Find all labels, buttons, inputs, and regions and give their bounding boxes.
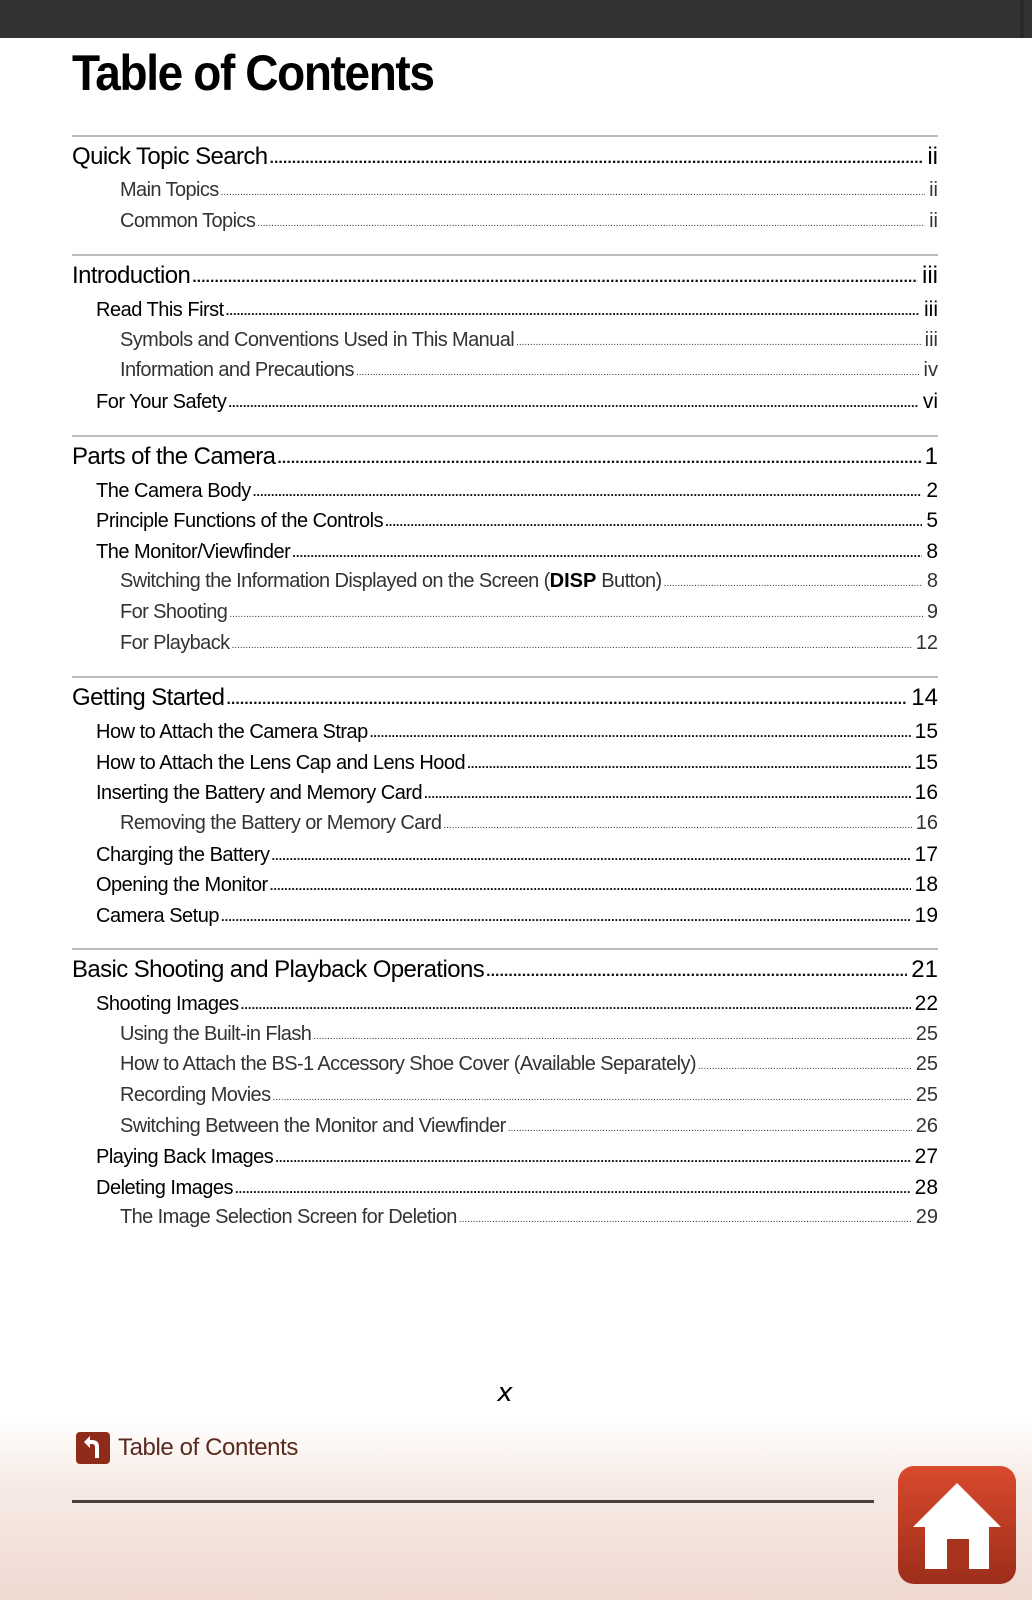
leader-dots — [443, 820, 911, 831]
toc-entry-page: 2 — [926, 478, 938, 502]
toc-entry-label: Principle Functions of the Controls — [96, 510, 384, 533]
toc-entry-label: Common Topics — [120, 209, 256, 232]
toc-entry-label: How to Attach the Camera Strap — [96, 721, 368, 744]
toc-entry-page: 28 — [914, 1175, 938, 1199]
toc-entry[interactable] — [72, 684, 938, 720]
toc-entry-page: 19 — [914, 903, 938, 927]
toc-entry-label: Inserting the Battery and Memory Card — [96, 782, 423, 805]
toc-entry-page: 25 — [915, 1084, 938, 1107]
toc-entry[interactable] — [72, 956, 938, 992]
toc-entry[interactable] — [72, 904, 938, 935]
toc-entry-label: Playing Back Images — [96, 1146, 274, 1169]
table-of-contents-link-label: Table of Contents — [118, 1434, 298, 1461]
leader-dots — [221, 187, 925, 198]
toc-entry-page: 26 — [915, 1114, 938, 1137]
toc-entry[interactable] — [72, 298, 938, 329]
toc-entry-label: Using the Built-in Flash — [120, 1022, 312, 1045]
leader-dots — [232, 640, 912, 651]
toc-entry[interactable] — [72, 992, 938, 1023]
toc-entry-page: 5 — [926, 509, 938, 533]
toc-section-introduction — [72, 254, 938, 434]
toc-section-parts-of-the-camera — [72, 435, 938, 677]
toc-entry-page: 29 — [915, 1206, 938, 1229]
toc-entry-label: Quick Topic Search — [72, 143, 268, 170]
toc-entry[interactable] — [72, 210, 938, 241]
toc-entry-label: Information and Precautions — [120, 359, 354, 382]
toc-entry-label-before: Switching the Information Displayed on the Screen ( — [120, 570, 550, 593]
leader-dots — [271, 848, 910, 863]
toc-entry[interactable] — [72, 720, 938, 751]
toc-section-quick-topic-search — [72, 135, 938, 254]
toc-entry-label: How to Attach the BS-1 Accessory Shoe Cover (Available Separately) — [120, 1053, 696, 1076]
toc-entry[interactable] — [72, 751, 938, 782]
toc-entry-label: Symbols and Conventions Used in This Manual — [120, 328, 515, 351]
leader-dots — [235, 1181, 911, 1196]
leader-dots — [292, 545, 922, 560]
page-number: x — [497, 1378, 513, 1408]
toc-entry-label: Switching Between the Monitor and Viewfinder — [120, 1114, 506, 1137]
toc-entry-page: 16 — [915, 811, 938, 834]
toc-entry-label: For Playback — [120, 631, 230, 654]
footer-divider — [72, 1500, 874, 1503]
toc-entry-page: iii — [924, 298, 938, 322]
toc-entry-label: Charging the Battery — [96, 843, 270, 866]
home-icon — [909, 1477, 1005, 1573]
leader-dots — [275, 1150, 910, 1165]
toc-entry-page: 15 — [914, 720, 938, 744]
toc-entry[interactable] — [72, 601, 938, 632]
toc-entry[interactable] — [72, 143, 938, 179]
toc-entry-page: 22 — [914, 992, 938, 1016]
toc-entry-page: 17 — [914, 842, 938, 866]
toc-section-getting-started — [72, 676, 938, 948]
toc-entry-page: iv — [923, 359, 938, 382]
toc-entry-page: 1 — [924, 442, 938, 470]
toc-entry-label-after: Button) — [596, 570, 662, 593]
toc-entry-page: 8 — [926, 570, 938, 593]
toc-entry-label — [120, 570, 662, 593]
top-bar — [0, 0, 1032, 38]
toc-entry-page: 18 — [914, 873, 938, 897]
leader-dots — [467, 756, 910, 771]
toc-entry[interactable] — [72, 1115, 938, 1146]
leader-dots — [486, 963, 907, 981]
toc-entry[interactable] — [72, 632, 938, 663]
toc-section-basic-shooting-playback — [72, 948, 938, 1251]
toc-entry-page: vi — [922, 389, 938, 413]
toc-entry[interactable] — [72, 1145, 938, 1176]
toc-entry-page: 25 — [915, 1022, 938, 1045]
leader-dots — [272, 1092, 911, 1103]
toc-entry-page: 8 — [926, 539, 938, 563]
disp-button-glyph: DISP — [549, 570, 597, 593]
leader-dots — [664, 578, 923, 589]
toc-entry-label: For Shooting — [120, 600, 228, 623]
toc-entry-page: ii — [929, 179, 938, 201]
toc-entry-page: iii — [924, 328, 938, 351]
toc-entry[interactable] — [72, 1023, 938, 1054]
toc-entry-page: 16 — [914, 781, 938, 805]
toc-entry-label: Recording Movies — [120, 1084, 271, 1107]
toc-entry-label: Main Topics — [120, 179, 219, 201]
toc-entry-label: Parts of the Camera — [72, 442, 276, 470]
toc-entry[interactable] — [72, 329, 938, 360]
toc-entry-page: 12 — [915, 631, 938, 654]
toc-entry-label: The Image Selection Screen for Deletion — [120, 1206, 457, 1229]
leader-dots — [270, 878, 911, 893]
table-of-contents — [72, 135, 938, 1251]
table-of-contents-link[interactable] — [76, 1432, 298, 1464]
leader-dots — [277, 450, 920, 468]
toc-entry-page: 27 — [914, 1145, 938, 1169]
leader-dots — [424, 786, 911, 801]
toc-entry-label: The Monitor/Viewfinder — [96, 540, 291, 563]
toc-entry[interactable] — [72, 443, 938, 479]
page-title: Table of Contents — [72, 45, 434, 101]
toc-entry-page: iii — [922, 262, 938, 290]
toc-entry[interactable] — [72, 843, 938, 874]
leader-dots — [226, 303, 920, 318]
toc-entry-label: Deleting Images — [96, 1176, 234, 1199]
leader-dots — [313, 1031, 912, 1042]
leader-dots — [459, 1214, 912, 1225]
leader-dots — [516, 337, 921, 348]
toc-entry-label: Getting Started — [72, 684, 225, 712]
toc-entry[interactable] — [72, 179, 938, 210]
toc-entry-label: Shooting Images — [96, 993, 239, 1016]
toc-entry[interactable] — [72, 1084, 938, 1115]
toc-entry[interactable] — [72, 781, 938, 812]
toc-entry-page: 15 — [914, 750, 938, 774]
toc-entry[interactable] — [72, 1053, 938, 1084]
leader-dots — [253, 484, 923, 499]
toc-entry-page: ii — [927, 143, 938, 170]
leader-dots — [192, 269, 918, 287]
leader-dots — [370, 725, 911, 740]
toc-entry[interactable] — [72, 570, 938, 601]
toc-entry-label: Removing the Battery or Memory Card — [120, 811, 442, 834]
toc-entry[interactable] — [72, 1206, 938, 1237]
toc-entry-label: Opening the Monitor — [96, 874, 268, 897]
toc-entry-page: 9 — [926, 600, 938, 623]
toc-entry[interactable] — [72, 479, 938, 510]
home-button[interactable] — [898, 1466, 1016, 1584]
toc-entry[interactable] — [72, 812, 938, 843]
toc-entry-page: 25 — [915, 1053, 938, 1076]
toc-entry-label: Introduction — [72, 262, 191, 290]
leader-dots — [270, 150, 924, 168]
toc-entry-label: The Camera Body — [96, 479, 251, 502]
leader-dots — [228, 395, 918, 410]
toc-entry-page: 14 — [911, 684, 938, 712]
back-arrow-icon — [76, 1432, 110, 1464]
toc-entry[interactable] — [72, 873, 938, 904]
toc-entry-page: 21 — [911, 956, 938, 984]
leader-dots — [356, 367, 920, 378]
toc-entry-label: Read This First — [96, 299, 224, 322]
toc-entry[interactable] — [72, 1176, 938, 1207]
leader-dots — [221, 909, 911, 924]
leader-dots — [226, 691, 907, 709]
toc-entry-label: For Your Safety — [96, 390, 227, 413]
toc-entry[interactable] — [72, 359, 938, 390]
toc-entry[interactable] — [72, 262, 938, 298]
toc-entry-page: ii — [929, 209, 938, 232]
toc-entry-label: Basic Shooting and Playback Operations — [72, 956, 485, 984]
leader-dots — [257, 218, 925, 229]
toc-entry-label: Camera Setup — [96, 904, 219, 927]
leader-dots — [229, 609, 923, 620]
leader-dots — [698, 1061, 912, 1072]
leader-dots — [385, 514, 922, 529]
leader-dots — [508, 1123, 912, 1134]
toc-entry-label: How to Attach the Lens Cap and Lens Hood — [96, 751, 466, 774]
leader-dots — [241, 997, 911, 1012]
top-bar-edge — [1020, 0, 1024, 38]
toc-entry[interactable] — [72, 509, 938, 540]
toc-entry[interactable] — [72, 540, 938, 571]
toc-entry[interactable] — [72, 390, 938, 421]
